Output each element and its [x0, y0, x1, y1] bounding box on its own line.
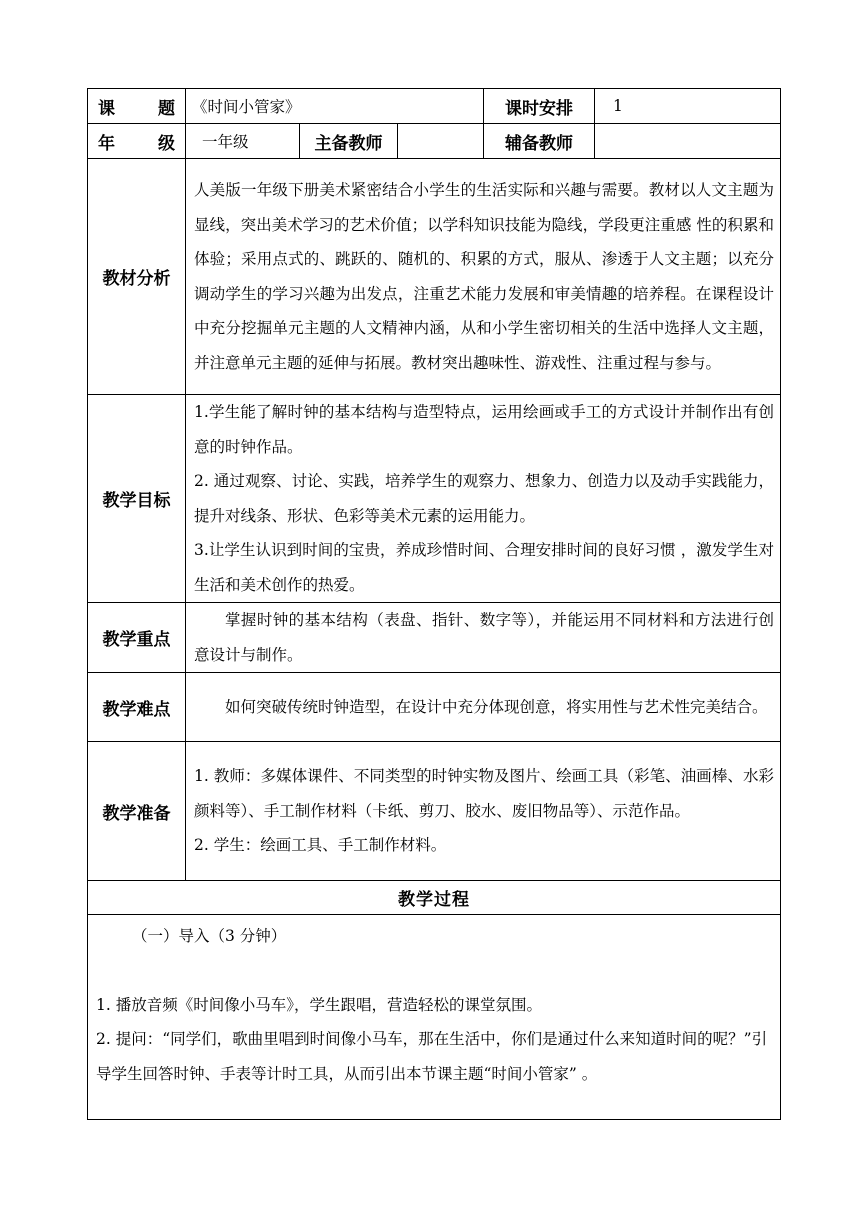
- material-row: [88, 159, 781, 395]
- goal-item: 2. 通过观察、讨论、实践，培养学生的观察力、想象力、创造力以及动手实践能力，提升对线条、形状、色彩等美术元素的运用能力。: [194, 472, 775, 525]
- lesson-plan-table: [87, 88, 781, 1120]
- difficulties-row: [88, 673, 781, 742]
- material-text: 人美版一年级下册美术紧密结合小学生的生活实际和兴趣与需要。教材以人文主题为显线，突出美术学习的艺术价值；以学科知识技能为隐线，学段更注重感 性的积累和体验；采用点式的、跳跃的、随机的、积累的方式，服从、渗透于人文主题；以充分调动学生的学习兴趣为出发点，注重艺术能力发展和审美情趣的培养程。在课程设计中充分挖掘单元主题的人文精神内涵，从和小学生密切相关的生活中选择人文主题，并注意单元主题的延伸与拓展。教材突出趣味性、游戏性、注重过程与参与。: [194, 181, 775, 372]
- main-teacher-label: 主备教师: [300, 124, 398, 159]
- topic-label-char-1: 课: [98, 98, 115, 119]
- hours-label: 课时安排: [484, 89, 595, 124]
- grade-value: 一年级: [186, 124, 300, 159]
- goals-label: 教学目标: [88, 395, 186, 603]
- process-title: 教学过程: [88, 881, 781, 915]
- grade-label-char-1: 年: [98, 133, 115, 154]
- preparation-item: 2. 学生：绘画工具、手工制作材料。: [194, 836, 447, 855]
- process-step: 1. 播放音频《时间像小马车》，学生跟唱，营造轻松的课堂氛围。: [96, 995, 542, 1014]
- assist-teacher-value: [595, 124, 781, 159]
- key-points-row: [88, 603, 781, 673]
- preparation-label: 教学准备: [88, 742, 186, 881]
- goal-item: 1.学生能了解时钟的基本结构与造型特点，运用绘画或手工的方式设计并制作出有创意的时钟作品。: [194, 403, 775, 456]
- material-content: [186, 159, 781, 395]
- grade-label: [88, 124, 186, 159]
- preparation-content: [186, 742, 781, 881]
- hours-value: 1: [595, 89, 781, 124]
- goals-content: [186, 395, 781, 603]
- process-section-title: （一）导入（3 分钟）: [132, 927, 287, 945]
- key-points-text: 掌握时钟的基本结构（表盘、指针、数字等），并能运用不同材料和方法进行创意设计与制作。: [194, 611, 775, 664]
- preparation-row: [88, 742, 781, 881]
- goal-item: 3.让学生认识到时间的宝贵，养成珍惜时间、合理安排时间的良好习惯 ，激发学生对生活和美术创作的热爱。: [194, 541, 775, 594]
- difficulties-text: 如何突破传统时钟造型，在设计中充分体现创意，将实用性与艺术性完美结合。: [225, 697, 768, 716]
- grade-label-char-2: 级: [158, 133, 175, 154]
- material-label: 教材分析: [88, 159, 186, 395]
- process-body-row: [88, 915, 781, 1120]
- difficulties-content: [186, 673, 781, 742]
- topic-label: [88, 89, 186, 124]
- topic-label-char-2: 题: [158, 98, 175, 119]
- assist-teacher-label: 辅备教师: [484, 124, 595, 159]
- difficulties-label: 教学难点: [88, 673, 186, 742]
- topic-value: 《时间小管家》: [186, 89, 484, 124]
- goals-row: [88, 395, 781, 603]
- key-points-content: [186, 603, 781, 673]
- preparation-item: 1. 教师：多媒体课件、不同类型的时钟实物及图片、绘画工具（彩笔、油画棒、水彩颜料等）、手工制作材料（卡纸、剪刀、胶水、废旧物品等）、示范作品。: [194, 767, 775, 820]
- process-body: [88, 915, 781, 1120]
- main-teacher-value: [398, 124, 484, 159]
- grade-row: [88, 124, 781, 159]
- process-step: 2. 提问：“同学们，歌曲里唱到时间像小马车，那在生活中，你们是通过什么来知道时间的呢？”引导学生回答时钟、手表等计时工具，从而引出本节课主题“时间小管家” 。: [96, 1030, 768, 1083]
- process-spacer: [96, 954, 774, 988]
- key-points-label: 教学重点: [88, 603, 186, 673]
- process-title-row: [88, 881, 781, 915]
- topic-row: [88, 89, 781, 124]
